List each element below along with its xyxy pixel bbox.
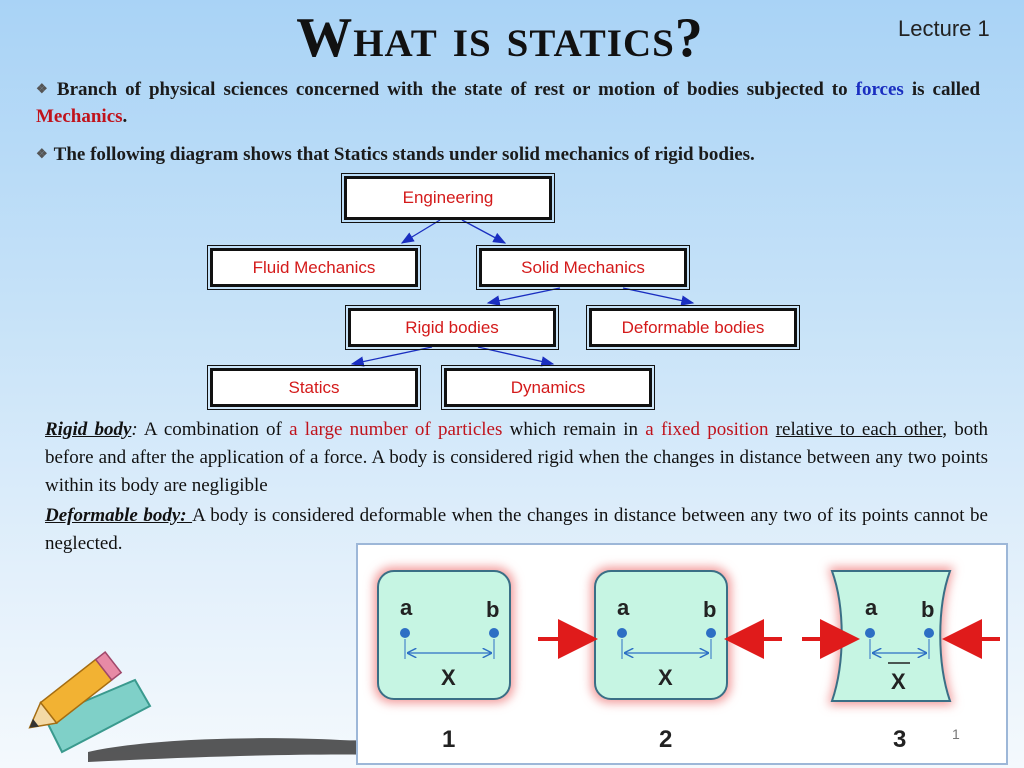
- box-dynamics: Dynamics: [444, 368, 652, 407]
- box-statics: Statics: [210, 368, 418, 407]
- bullet-text: The following diagram shows that Statics stands under solid mechanics of rigid bodies.: [53, 144, 755, 165]
- colon: :: [131, 419, 138, 440]
- def-text: , both before and after the application of a force. A body is considered rigid when the changes in distance between any two points within its body are negligible: [45, 419, 989, 496]
- point-b-label: b: [703, 597, 717, 622]
- rigid-body-term: Rigid body: [45, 419, 132, 440]
- arrow-solid-rigid: [488, 288, 560, 303]
- box-deformable-bodies: Deformable bodies: [589, 308, 797, 347]
- lecture-label: Lecture 1: [898, 16, 990, 41]
- point-b-label: b: [486, 597, 500, 622]
- rigid-body-definition: [45, 416, 988, 500]
- panel-number: 1: [442, 726, 456, 753]
- def-text: which remain in: [502, 419, 646, 440]
- distance-label: X: [441, 665, 456, 690]
- bullet-text: is called: [903, 79, 981, 100]
- deformation-figure: [356, 543, 1008, 765]
- distance-label: X: [658, 665, 673, 690]
- slide-title: What is statics?: [296, 7, 704, 69]
- box-rigid-bodies: Rigid bodies: [348, 308, 556, 347]
- arrow-rigid-statics: [352, 347, 432, 364]
- bullet-text: .: [122, 106, 128, 127]
- point-b-label: b: [921, 597, 935, 622]
- def-text: A combination of: [137, 419, 290, 440]
- page-number: 1: [952, 726, 960, 742]
- def-highlight: a fixed position: [645, 419, 769, 440]
- def-highlight: a large number of particles: [289, 419, 503, 440]
- arrow-rigid-dynamics: [478, 347, 553, 364]
- def-underlined: relative to each other: [775, 419, 943, 440]
- arrow-eng-fluid: [402, 220, 440, 243]
- def-text: A body is considered deformable when the changes in distance between any two of its points cannot be neglected.: [45, 505, 988, 554]
- arrow-solid-deform: [623, 288, 693, 303]
- def-text: [768, 419, 775, 440]
- deformation-illustration: [358, 545, 1006, 763]
- bullet-text: Branch of physical sciences concerned with the state of rest or motion of bodies subjected to: [56, 79, 848, 100]
- diamond-bullet-icon: ❖: [36, 81, 51, 96]
- point-a-label: a: [400, 595, 413, 620]
- deformable-body-term: Deformable body:: [45, 505, 193, 526]
- panel-number: 2: [659, 726, 673, 753]
- box-engineering: Engineering: [344, 176, 552, 220]
- box-fluid-mechanics: Fluid Mechanics: [210, 248, 418, 287]
- forces-term: forces: [855, 79, 904, 100]
- point-a-label: a: [617, 595, 630, 620]
- panel-number: 3: [893, 726, 907, 753]
- arrow-eng-solid: [462, 220, 505, 243]
- mechanics-term: Mechanics: [36, 106, 123, 127]
- point-a-label: a: [865, 595, 878, 620]
- distance-label: X: [891, 669, 906, 694]
- box-solid-mechanics: Solid Mechanics: [479, 248, 687, 287]
- diamond-bullet-icon: ❖: [36, 146, 48, 161]
